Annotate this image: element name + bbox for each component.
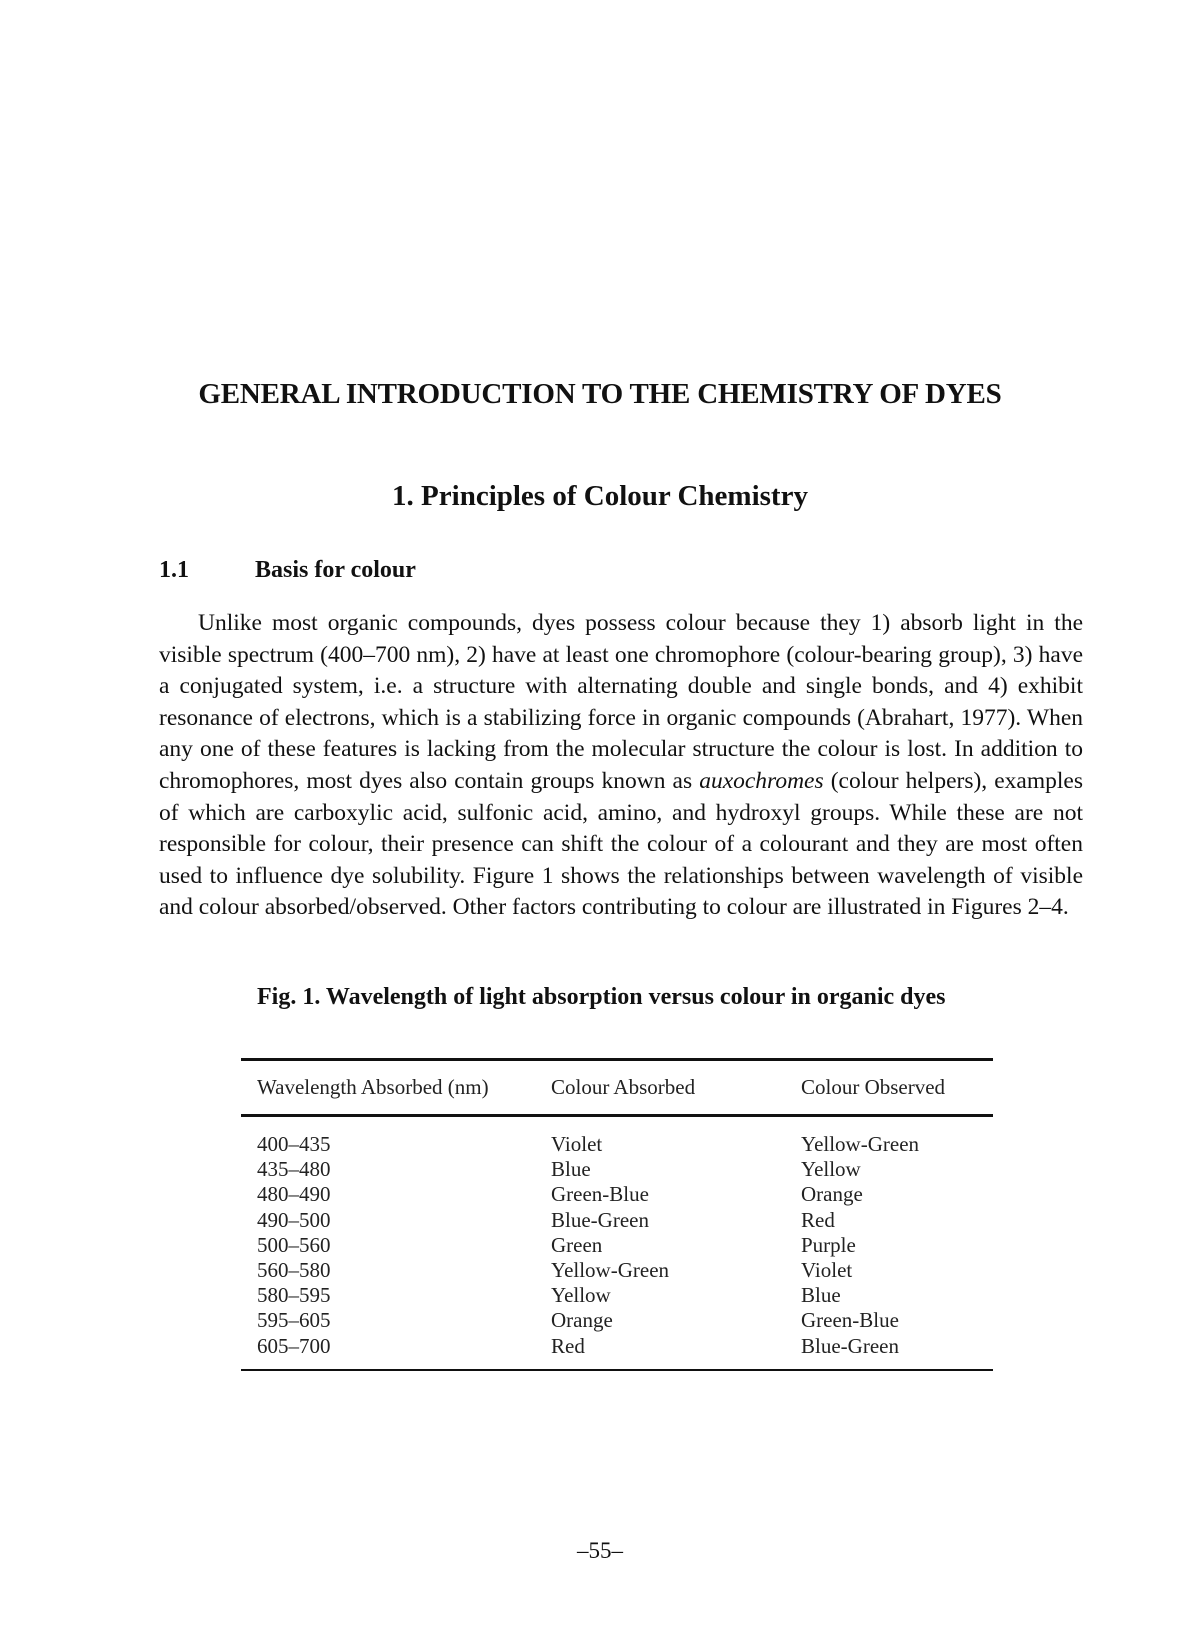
header-wavelength: Wavelength Absorbed (nm) (241, 1060, 535, 1116)
section-heading (159, 555, 416, 585)
table-row (241, 1157, 993, 1182)
table-body (241, 1116, 993, 1370)
cell-wavelength: 595–605 (257, 1308, 331, 1333)
table-row (241, 1208, 993, 1233)
paragraph-text-part-2: (colour helpers), examples of which are carboxylic acid, sulfonic acid, amino, and hydroxyl groups. While these are not responsible for colour, their presence can shift the colour of a colourant and they are most often used to influence dye solubility. Figure 1 shows the relationships between wavelength of visible and colour absorbed/observed. Other factors contributing to colour are illustrated in Figures 2–4. (159, 767, 1083, 921)
cell-colour-absorbed: Yellow-Green (551, 1258, 670, 1283)
table-row (241, 1283, 993, 1308)
cell-colour-absorbed: Orange (551, 1308, 613, 1333)
wavelength-colour-table (241, 1058, 993, 1371)
cell-wavelength: 400–435 (257, 1132, 331, 1156)
table-header-row (241, 1060, 993, 1116)
header-colour-absorbed: Colour Absorbed (535, 1060, 785, 1116)
cell-colour-absorbed: Blue-Green (551, 1207, 649, 1232)
page-number: –55– (577, 1538, 623, 1563)
cell-colour-observed: Blue (801, 1283, 841, 1308)
cell-colour-observed: Red (801, 1207, 835, 1232)
cell-wavelength: 560–580 (257, 1258, 331, 1283)
body-paragraph (159, 608, 1083, 924)
table-row (241, 1233, 993, 1258)
cell-colour-observed: Orange (801, 1182, 863, 1207)
header-colour-observed: Colour Observed (785, 1060, 993, 1116)
cell-colour-observed: Yellow-Green (801, 1132, 920, 1156)
cell-colour-absorbed: Green-Blue (551, 1182, 649, 1207)
table-header (241, 1060, 993, 1116)
cell-wavelength: 480–490 (257, 1182, 331, 1207)
cell-wavelength: 500–560 (257, 1232, 331, 1257)
document-title: GENERAL INTRODUCTION TO THE CHEMISTRY OF DYES (198, 378, 1002, 410)
cell-colour-absorbed: Violet (551, 1132, 603, 1156)
cell-colour-absorbed: Green (551, 1232, 603, 1257)
paragraph-text-part-1: Unlike most organic compounds, dyes possess colour because they 1) absorb light in the visible spectrum (400–700 nm), 2) have at least one chromophore (colour-bearing group), 3) have a conjugated system, i.e. a structure with alternating double and single bonds, and 4) exhibit resonance of electrons, which is a stabilizing force in organic compounds (Abrahart, 1977). When any one of these features is lacking from the molecular structure the colour is lost. In addition to chromophores, most dyes also contain groups known as (159, 610, 1083, 794)
cell-wavelength: 605–700 (241, 1334, 535, 1370)
cell-colour-observed: Blue-Green (785, 1334, 993, 1370)
cell-wavelength: 490–500 (257, 1207, 331, 1232)
cell-colour-observed: Violet (801, 1258, 853, 1283)
figure-caption: Fig. 1. Wavelength of light absorption versus colour in organic dyes (257, 984, 946, 1010)
cell-colour-absorbed: Yellow (551, 1283, 611, 1308)
italic-term: auxochromes (699, 767, 824, 794)
cell-wavelength: 435–480 (257, 1157, 331, 1182)
section-number: 1.1 (159, 557, 189, 583)
cell-wavelength: 580–595 (257, 1283, 331, 1308)
table-row (241, 1182, 993, 1207)
table-row (241, 1116, 993, 1158)
section-title: Basis for colour (255, 557, 416, 583)
chapter-title: 1. Principles of Colour Chemistry (392, 480, 808, 512)
cell-colour-absorbed: Blue (551, 1157, 591, 1182)
cell-colour-observed: Yellow (801, 1157, 861, 1182)
table-row (241, 1308, 993, 1333)
cell-colour-observed: Purple (801, 1232, 856, 1257)
cell-colour-absorbed: Red (535, 1334, 785, 1370)
table-row (241, 1334, 993, 1370)
cell-colour-observed: Green-Blue (801, 1308, 899, 1333)
table-row (241, 1258, 993, 1283)
